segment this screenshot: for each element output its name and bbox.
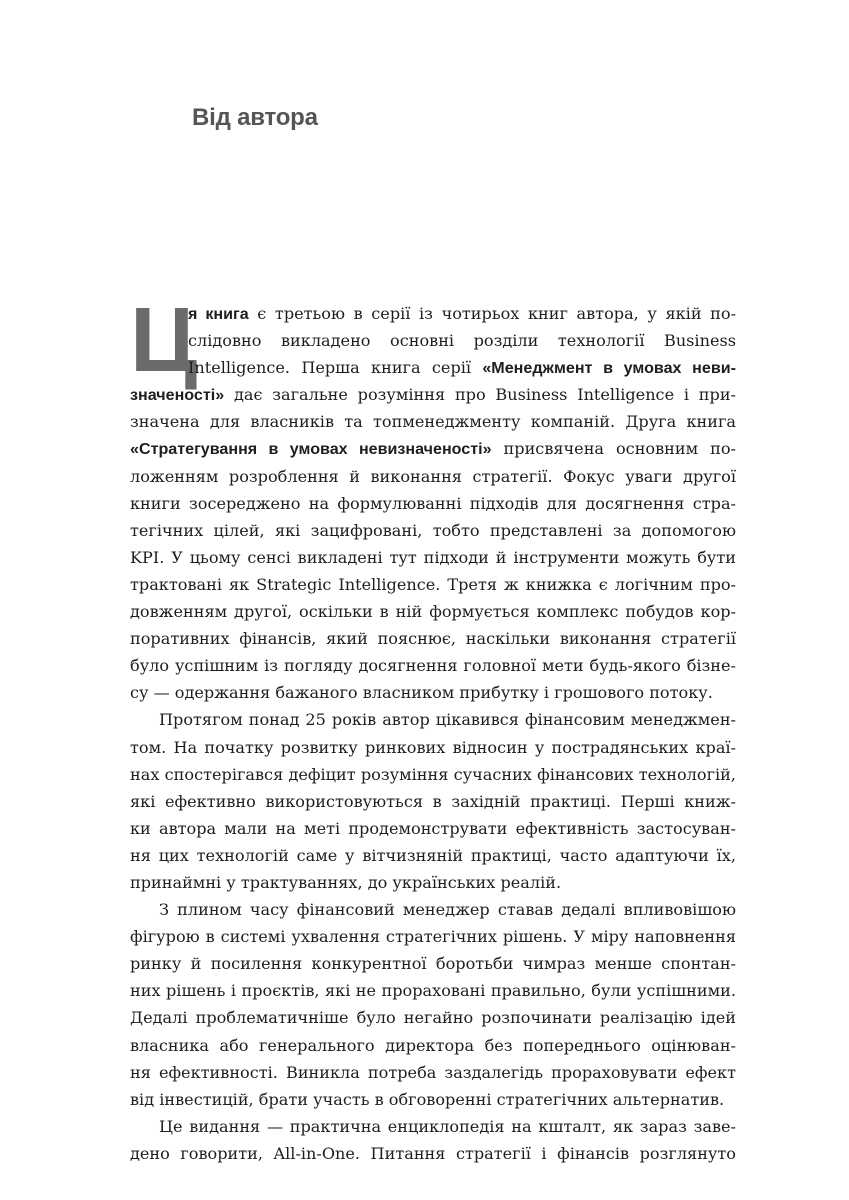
text-line: власника або генерального директора без попереднього оцінюван- xyxy=(130,1035,736,1055)
text-line: Протягом понад 25 років автор цікавився фінансовим менеджмен- xyxy=(159,710,736,730)
bold-phrase: я книга xyxy=(188,305,249,323)
paragraph-4 xyxy=(130,1113,736,1167)
text-line: які ефективно використовуються в західній практиці. Перші книж- xyxy=(130,791,736,811)
text-line: ня цих технологій саме у вітчизняній практиці, часто адаптуючи їх, xyxy=(130,845,736,865)
text-line: поративних фінансів, який пояснює, наскільки виконання стратегії xyxy=(130,629,736,649)
text-line: том. На початку розвитку ринкових відносин у пострадянських краї- xyxy=(130,737,736,757)
paragraph-3 xyxy=(130,896,736,1113)
text-line: ринку й посилення конкурентної боротьби чимраз менше спонтан- xyxy=(130,954,736,974)
paragraph-2 xyxy=(130,706,736,896)
text-line: я книга є третьою в серії із чотирьох книг автора, у якій по- xyxy=(188,304,737,323)
text-line: книги зосереджено на формулюванні підходів для досягнення стра- xyxy=(130,493,736,513)
text-line: нах спостерігався дефіцит розуміння сучасних фінансових технологій, xyxy=(130,764,736,784)
bold-phrase: «Стратегування в умовах невизначеності» xyxy=(130,440,492,459)
text-line: фігурою в системі ухвалення стратегічних рішень. У міру наповнення xyxy=(130,927,736,947)
text-line: KPI. У цьому сенсі викладені тут підходи й інструменти можуть бути xyxy=(130,547,736,567)
text-line: «Стратегування в умовах невизначеності» присвячена основним по- xyxy=(130,439,736,459)
text-line: Дедалі проблематичніше було негайно розпочинати реалізацію ідей xyxy=(130,1008,736,1028)
text-line: ложенням розроблення й виконання стратегії. Фокус уваги другої xyxy=(130,466,736,486)
page-title: Від автора xyxy=(192,104,318,131)
text-line: тегічних цілей, які зацифровані, тобто представлені за допомогою xyxy=(130,520,736,540)
text-line: Intelligence. Перша книга серії «Менеджмент в умовах неви- xyxy=(188,358,736,378)
text-line: Це видання — практична енциклопедія на кшталт, як зараз заве- xyxy=(159,1116,736,1136)
text-line: трактовані як Strategic Intelligence. Третя ж книжка є логічним про- xyxy=(130,574,736,594)
paragraph-1 xyxy=(130,289,737,706)
text-line: ня ефективності. Виникла потреба заздалегідь прораховувати ефект xyxy=(130,1062,736,1082)
text-line: принаймні у трактуваннях, до українських реалій. xyxy=(130,872,562,892)
text-line: довженням другої, оскільки в ній формується комплекс побудов кор- xyxy=(130,602,736,622)
text-line: було успішним із погляду досягнення головної мети будь-якого бізне- xyxy=(130,656,736,676)
drop-cap: Ц xyxy=(130,289,198,391)
text-line: слідовно викладено основні розділи технології Business xyxy=(188,331,736,351)
text-line: су — одержання бажаного власником прибутку і грошового потоку. xyxy=(130,683,713,703)
text-line: дено говорити, All-in-One. Питання стратегії і фінансів розглянуто xyxy=(130,1143,736,1163)
text-line: них рішень і проєктів, які не прораховані правильно, були успішними. xyxy=(130,981,736,1001)
bold-phrase: значеності» xyxy=(130,386,225,405)
text-line: від інвестицій, брати участь в обговоренні стратегічних альтернатив. xyxy=(130,1089,725,1109)
text-line: З плином часу фінансовий менеджер ставав дедалі впливовішою xyxy=(159,900,736,920)
bold-phrase: «Менеджмент в умовах неви- xyxy=(482,359,736,378)
text-line: значена для власників та топменеджменту компаній. Друга книга xyxy=(130,412,736,432)
text-line: значеності» дає загальне розуміння про Business Intelligence і при- xyxy=(130,385,736,405)
main-text xyxy=(130,289,737,1167)
text-line: ки автора мали на меті продемонструвати ефективність застосуван- xyxy=(130,818,736,838)
